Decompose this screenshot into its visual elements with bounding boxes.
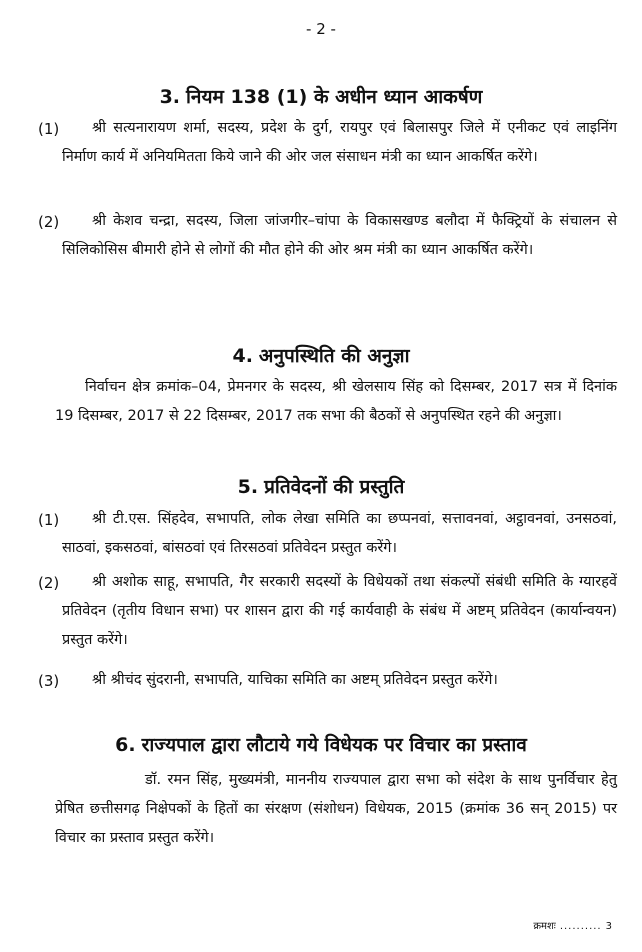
section-5-title: प्रतिवेदनों की प्रस्तुति [264, 476, 405, 498]
section-3-number: 3. [159, 86, 181, 108]
section-5-item-3-text: श्री श्रीचंद सुंदरानी, सभापति, याचिका समिति का अष्टम् प्रतिवेदन प्रस्तुत करेंगे। [92, 672, 498, 688]
section-3-heading [0, 83, 642, 109]
section-4-number: 4. [232, 345, 253, 367]
continuation-label: क्रमशः [533, 921, 556, 932]
section-5-item-2-marker: (2) [38, 574, 60, 592]
section-4-title: अनुपस्थिति की अनुज्ञा [258, 345, 410, 367]
section-6-number: 6. [115, 734, 136, 756]
section-3-item-2-text: श्री केशव चन्द्रा, सदस्य, जिला जांजगीर–चांपा के विकासखण्ड बलौदा में फैक्ट्रियों के संचालन से सिलिकोसिस बीमारी होने से लोगों की मौत होने की ओर श्रम मंत्री का ध्यान आकर्षित करेंगे। [62, 213, 617, 258]
section-4-paragraph: निर्वाचन क्षेत्र क्रमांक–04, प्रेमनगर के सदस्य, श्री खेलसाय सिंह को दिसम्बर, 2017 सत्र में दिनांक 19 दिसम्बर, 2017 से 22 दिसम्बर, 2017 तक सभा की बैठकों से अनुपस्थित रहने की अनुज्ञा। [55, 379, 617, 424]
page-number: - 2 - [306, 20, 336, 38]
section-6-heading [0, 731, 642, 757]
section-6-paragraph: डॉ. रमन सिंह, मुख्यमंत्री, माननीय राज्यपाल द्वारा सभा को संदेश के साथ पुनर्विचार हेतु प्रेषित छत्तीसगढ़ निक्षेपकों के हितों का संरक्षण (संशोधन) विधेयक, 2015 (क्रमांक 36 सन् 2015) पर विचार का प्रस्ताव प्रस्तुत करेंगे। [55, 772, 617, 846]
section-5-item-1-marker: (1) [38, 511, 60, 529]
section-5-heading [0, 473, 642, 499]
continuation-dots: .......... [559, 921, 602, 932]
continuation-footer [533, 918, 612, 932]
section-6-title: राज्यपाल द्वारा लौटाये गये विधेयक पर विचार का प्रस्ताव [141, 734, 527, 756]
section-5-item-3-marker: (3) [38, 672, 60, 690]
section-5-number: 5. [237, 476, 259, 498]
section-3-title: नियम 138 (1) के अधीन ध्यान आकर्षण [186, 86, 483, 108]
next-page-number: 3 [605, 921, 612, 932]
section-5-item-1-text: श्री टी.एस. सिंहदेव, सभापति, लोक लेखा समिति का छप्पनवां, सत्तावनवां, अट्ठावनवां, उनसठवां, साठवां, इकसठवां, बांसठवां एवं तिरसठवां प्रतिवेदन प्रस्तुत करेंगे। [62, 511, 617, 556]
section-3-item-2-marker: (2) [38, 213, 60, 231]
section-4-heading [0, 342, 642, 368]
section-3-item-1-text: श्री सत्यनारायण शर्मा, सदस्य, प्रदेश के दुर्ग, रायपुर एवं बिलासपुर जिले में एनीकट एवं लाइनिंग निर्माण कार्य में अनियमितता किये जाने की ओर जल संसाधन मंत्री का ध्यान आकर्षित करेंगे। [62, 120, 617, 165]
section-3-item-1-marker: (1) [38, 120, 60, 138]
section-5-item-2-text: श्री अशोक साहू, सभापति, गैर सरकारी सदस्यों के विधेयकों तथा संकल्पों संबंधी समिति के ग्यारहवें प्रतिवेदन (तृतीय विधान सभा) पर शासन द्वारा की गई कार्यवाही के संबंध में अष्टम् प्रतिवेदन (कार्यान्वयन) प्रस्तुत करेंगे। [62, 574, 617, 648]
